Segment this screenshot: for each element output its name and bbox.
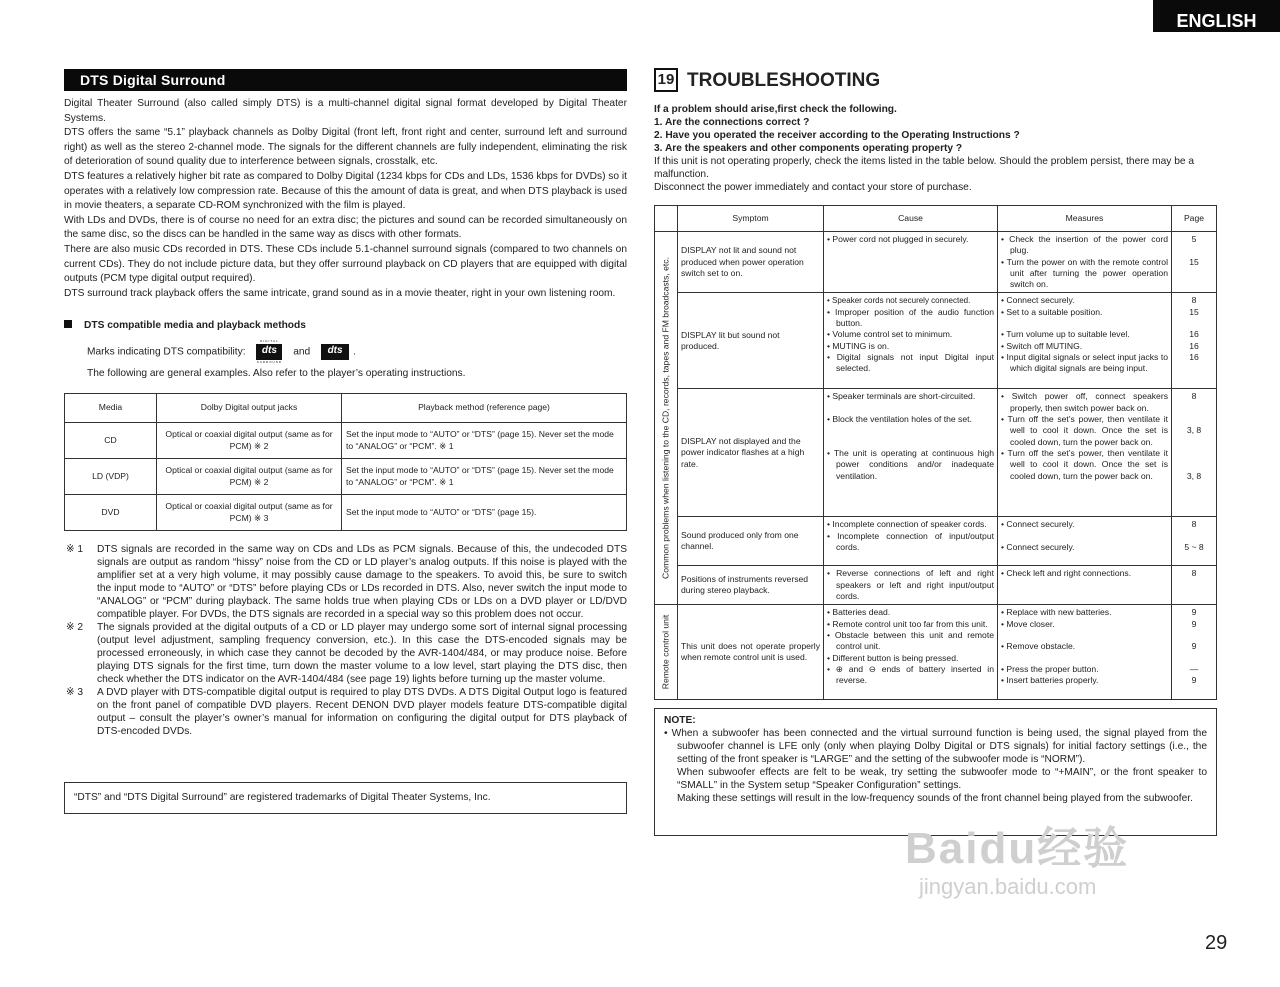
troubleshooting-table [654,205,1217,700]
cell-symptom: DISPLAY lit but sound not produced. [678,293,824,389]
measure-item: • Replace with new batteries. [1001,607,1112,618]
page-ref: 8 [1191,391,1197,402]
footnote [64,543,627,621]
page-number: 29 [1205,932,1228,954]
section-title-dts: DTS Digital Surround [64,69,627,91]
cell-page [1172,293,1217,389]
header-page: Page [1172,206,1217,232]
cell-measures [998,389,1172,517]
cause-item: • Remote control unit too far from this unit. [827,618,988,629]
intro-paragraph: With LDs and DVDs, there is of course no need for an extra disc; the pictures and sound can be recorded simultaneously on the same disc, so the discs can be handled in the same way as discs with other formats. [64,214,627,241]
cell-method: Set the input mode to “AUTO” or “DTS” (page 15). Never set the mode to “ANALOG” or “PCM”. ※ 1 [342,459,627,495]
general-examples-text: The following are general examples. Also refer to the player’s operating instructions. [87,368,466,379]
page-ref: 5 ~ 8 [1184,542,1204,553]
cause-item: • Power cord not plugged in securely. [827,234,969,244]
cause-item: • Improper position of the audio function button. [827,306,994,329]
cell-page [1172,389,1217,517]
table-row [655,389,1217,517]
cause-item: • ⊕ and ⊖ ends of battery inserted in reverse. [827,663,994,686]
cause-item: • Incomplete connection of input/output cords. [827,530,994,553]
cell-symptom: DISPLAY not lit and sound not produced when power operation switch set to on. [678,232,824,293]
footnote-text: DTS signals are recorded in the same way on CDs and LDs as PCM signals. Because of this, the undecoded DTS signals are output as random “hissy” noise from the CD or LD player’s analog outputs. If this noise is played with the amplifier set at a very high volume, it may possibly cause damage to the speakers. To avoid this, be sure to switch the input mode to “AUTO” or “DTS” before playing CDs or LDs recorded in DTS. Also, never switch the input mode to “ANALOG” or “PCM” during playback. The same holds true when playing CDs or LDs on a DVD player or LD/DVD compatible player. For DVDs, the DTS signals are recorded in a special way so this problem does not occur. [97,544,627,620]
marks-end: . [353,346,356,358]
measure-item: • Turn off the set’s power, then ventilate it well to cool it down. Once the set is cooled down, turn the power back on. [1001,447,1168,481]
table-row [65,459,627,495]
page-ref: 8 [1191,519,1197,530]
marks-and: and [293,346,311,358]
page-ref: 9 [1191,641,1197,652]
cell-measures [998,566,1172,605]
group-label-text: Common problems when listening to the CD, records, tapes and FM broadcasts, etc. [660,257,671,580]
watermark-brand: Baidu经验 [905,824,1130,873]
measure-item: • Turn the power on with the remote control unit after turning the power operation switch on. [1001,256,1168,290]
dts-digital-surround-logo [256,339,283,364]
footnotes [64,543,627,738]
table-row [655,293,1217,389]
cell-media: CD [65,423,157,459]
page-ref: 8 [1191,568,1197,579]
intro-bold-line: 2. Have you operated the receiver according to the Operating Instructions ? [654,130,1020,141]
table-row [655,232,1217,293]
measure-item: • Turn volume up to suitable level. [1001,329,1130,340]
watermark-url: jingyan.baidu.com [919,874,1097,899]
header-media: Media [65,394,157,423]
cell-jacks: Optical or coaxial digital output (same as for PCM) ※ 3 [157,495,342,531]
note-title: NOTE: [664,715,696,726]
footnote [64,621,627,686]
intro-text-line: If this unit is not operating properly, check the items listed in the table below. Should the problem persist, there may be a malfunction. [654,156,1195,180]
group-label-remote [655,605,678,700]
marks-label: Marks indicating DTS compatibility: [87,346,246,358]
table-row [655,605,1217,700]
cell-page [1172,566,1217,605]
cell-measures [998,517,1172,566]
dts-intro [64,97,627,301]
page-ref: 16 [1189,340,1199,351]
measure-item: • Check the insertion of the power cord plug. [1001,234,1168,256]
page-ref: 3, 8 [1186,470,1202,481]
cause-item: • Speaker terminals are short-circuited. [827,391,976,402]
page-ref: 9 [1191,675,1197,686]
table-row [65,423,627,459]
dts-marks-line [87,339,356,364]
language-tab: ENGLISH [1153,0,1280,32]
note-continuation: When subwoofer effects are felt to be weak, try setting the subwoofer mode to “+MAIN”, or the front speaker to “SMALL” in the System setup “Speaker Configuration” settings. [677,767,1207,791]
troubleshooting-intro [654,103,1217,194]
measure-item: • Set to a suitable position. [1001,306,1103,317]
watermark [905,825,1200,925]
cause-item: • Digital signals not input Digital input selected. [827,351,994,374]
intro-bold-line: 1. Are the connections correct ? [654,117,810,128]
note-box [654,708,1217,836]
logo-top-text: DIGITAL [260,339,279,343]
measure-item: • Connect securely. [1001,295,1075,306]
cause-item: • Speaker cords not securely connected. [827,296,971,306]
intro-text-line: Disconnect the power immediately and contact your store of purchase. [654,182,972,193]
header-output-jacks: Dolby Digital output jacks [157,394,342,423]
cell-cause [824,605,998,700]
cell-cause [824,293,998,389]
dts-logo: dts [321,344,349,360]
header-symptom: Symptom [678,206,824,232]
page-ref: 9 [1191,607,1197,618]
cell-method: Set the input mode to “AUTO” or “DTS” (page 15). Never set the mode to “ANALOG” or “PCM”. ※ 1 [342,423,627,459]
trademark-box: “DTS” and “DTS Digital Surround” are registered trademarks of Digital Theater Systems, Inc. [64,782,627,814]
cell-measures [998,605,1172,700]
cell-cause [824,389,998,517]
cell-cause [824,232,998,293]
cell-media: DVD [65,495,157,531]
page-ref: 8 [1191,295,1197,306]
footnote-text: The signals provided at the digital outputs of a CD or LD player may undergo some sort of internal signal processing (output level adjustment, sampling frequency conversion, etc.). In this case the DTS-encoded signals may be processed erroneously, in which case they cannot be decoded by the AVR-1404/484, or may produce noise. Before playing DTS signals for the first time, turn down the master volume to a low level, start playing the DTS disc, then check whether the DTS indicator on the AVR-1404/484 (see page 19) lights before turning up the master volume. [97,622,627,685]
logo-bottom-text: SURROUND [256,360,283,364]
cell-page [1172,605,1217,700]
subheading-text: DTS compatible media and playback methods [84,320,306,331]
table-row [655,566,1217,605]
footnote-text: A DVD player with DTS-compatible digital output is required to play DTS DVDs. A DTS Digital Output logo is featured on the front panel of compatible DVD players. Recent DENON DVD player models feature DTS-compatible digital output – consult the player’s owner’s manual for information on configuring the digital output for DTS playback of DTS-encoded DVDs. [97,687,627,737]
measure-item: • Connect securely. [1001,542,1075,553]
measure-item: • Check left and right connections. [1001,568,1132,579]
footnote-mark: ※ 1 [66,544,84,555]
cause-item: • Volume control set to minimum. [827,329,953,340]
logo-text: dts [261,345,277,356]
intro-paragraph: DTS features a relatively higher bit rate as compared to Dolby Digital (1234 kbps for CDs and LDs, 1536 kbps for DVDs) so it operates with a relatively low compression rate. Because of this the amount of data is great, and when DTS playback is used in movie theaters, a separate CD-ROM synchronized with the film is played. [64,170,627,212]
measure-item: • Insert batteries properly. [1001,675,1099,686]
measure-item: • Switch power off, connect speakers properly, then switch power back on. [1001,391,1168,413]
media-table [64,393,627,531]
table-header-row [65,394,627,423]
intro-paragraph: Digital Theater Surround (also called simply DTS) is a multi-channel digital signal format developed by Digital Theater Systems. [64,98,627,124]
cause-item: • Obstacle between this unit and remote control unit. [827,629,994,652]
cell-measures [998,293,1172,389]
header-measures: Measures [998,206,1172,232]
measure-item: • Connect securely. [1001,519,1075,530]
intro-paragraph: There are also music CDs recorded in DTS. These CDs include 5.1-channel surround signals (compared to two channels on current CDs). They do not include picture data, but they offer surround playback on CD players that are equipped with digital outputs (PCM type digital output required). [64,243,627,285]
cell-media: LD (VDP) [65,459,157,495]
cell-symptom: Sound produced only from one channel. [678,517,824,566]
subheading-compatible-media [64,320,306,331]
cell-jacks: Optical or coaxial digital output (same as for PCM) ※ 2 [157,459,342,495]
page-ref: 16 [1189,329,1199,340]
note-bullet: • When a subwoofer has been connected and the virtual surround function is being used, the signal played from the subwoofer channel is LFE only (only when playing Dolby Digital or DTS signals) for initial factory settings (i.e., the setting of the front speaker is “LARGE” and the setting of the subwoofer mode is “NORM”). [664,728,1207,765]
cell-page [1172,232,1217,293]
intro-bold-line: If a problem should arise,first check the following. [654,104,897,115]
page-ref: 15 [1189,256,1199,267]
cell-jacks: Optical or coaxial digital output (same as for PCM) ※ 2 [157,423,342,459]
note-continuation: Making these settings will result in the low-frequency sounds of the front channel being played from the subwoofer. [677,793,1193,804]
cell-cause [824,566,998,605]
cell-symptom: DISPLAY not displayed and the power indicator flashes at a high rate. [678,389,824,517]
cell-measures [998,232,1172,293]
cause-item: • Reverse connections of left and right speakers or left and right input/output cords. [827,568,994,602]
footnote-mark: ※ 2 [66,622,84,633]
square-bullet-icon [64,320,72,328]
cause-item: • The unit is operating at continuous high power conditions and/or inadequate ventilation. [827,447,994,481]
section-title: TROUBLESHOOTING [687,70,881,91]
header-blank [655,206,678,232]
cell-page [1172,517,1217,566]
cell-symptom: Positions of instruments reversed during stereo playback. [678,566,824,605]
cell-cause [824,517,998,566]
page-ref: 3, 8 [1186,425,1202,436]
header-cause: Cause [824,206,998,232]
table-row [65,495,627,531]
page-ref: — [1189,663,1199,674]
measure-item: • Switch off MUTING. [1001,340,1083,351]
page-ref: 15 [1189,306,1199,317]
cause-item: • Block the ventilation holes of the set. [827,414,972,425]
measure-item: • Press the proper button. [1001,663,1099,674]
measure-item: • Input digital signals or select input jacks to which digital signals are being input. [1001,351,1168,374]
table-row [655,517,1217,566]
measure-item: • Move closer. [1001,618,1055,629]
page-ref: 5 [1191,234,1197,244]
measure-item: • Turn off the set’s power, then ventilate it well to cool it down. Once the set is cooled down, turn the power back on. [1001,414,1168,447]
cause-item: • Incomplete connection of speaker cords. [827,519,987,530]
intro-paragraph: DTS surround track playback offers the same intricate, grand sound as in a movie theater, right in your own listening room. [64,287,616,299]
cell-symptom: This unit does not operate properly when remote control unit is used. [678,605,824,700]
footnote-mark: ※ 3 [66,687,84,698]
troubleshooting-title [654,68,880,93]
cause-item: • Different button is being pressed. [827,652,959,663]
group-label-common [655,232,678,605]
section-number: 19 [654,68,678,92]
cell-method: Set the input mode to “AUTO” or “DTS” (page 15). [342,495,627,531]
table-header-row [655,206,1217,232]
page-ref: 9 [1191,618,1197,629]
cause-item: • Batteries dead. [827,607,891,618]
intro-bold-line: 3. Are the speakers and other components operating property ? [654,143,963,154]
page-ref: 16 [1189,351,1199,362]
intro-paragraph: DTS offers the same “5.1” playback channels as Dolby Digital (front left, front right and center, surround left and surround right) as well as the stereo 2-channel mode. The signals for the different channels are fully independent, eliminating the risk of deterioration of sound quality due to interference between signals, crosstalk, etc. [64,127,627,168]
group-label-text: Remote control unit [660,615,671,690]
header-playback-method: Playback method (reference page) [342,394,627,423]
cause-item: • MUTING is on. [827,340,890,351]
measure-item: • Remove obstacle. [1001,641,1076,652]
footnote [64,686,627,738]
